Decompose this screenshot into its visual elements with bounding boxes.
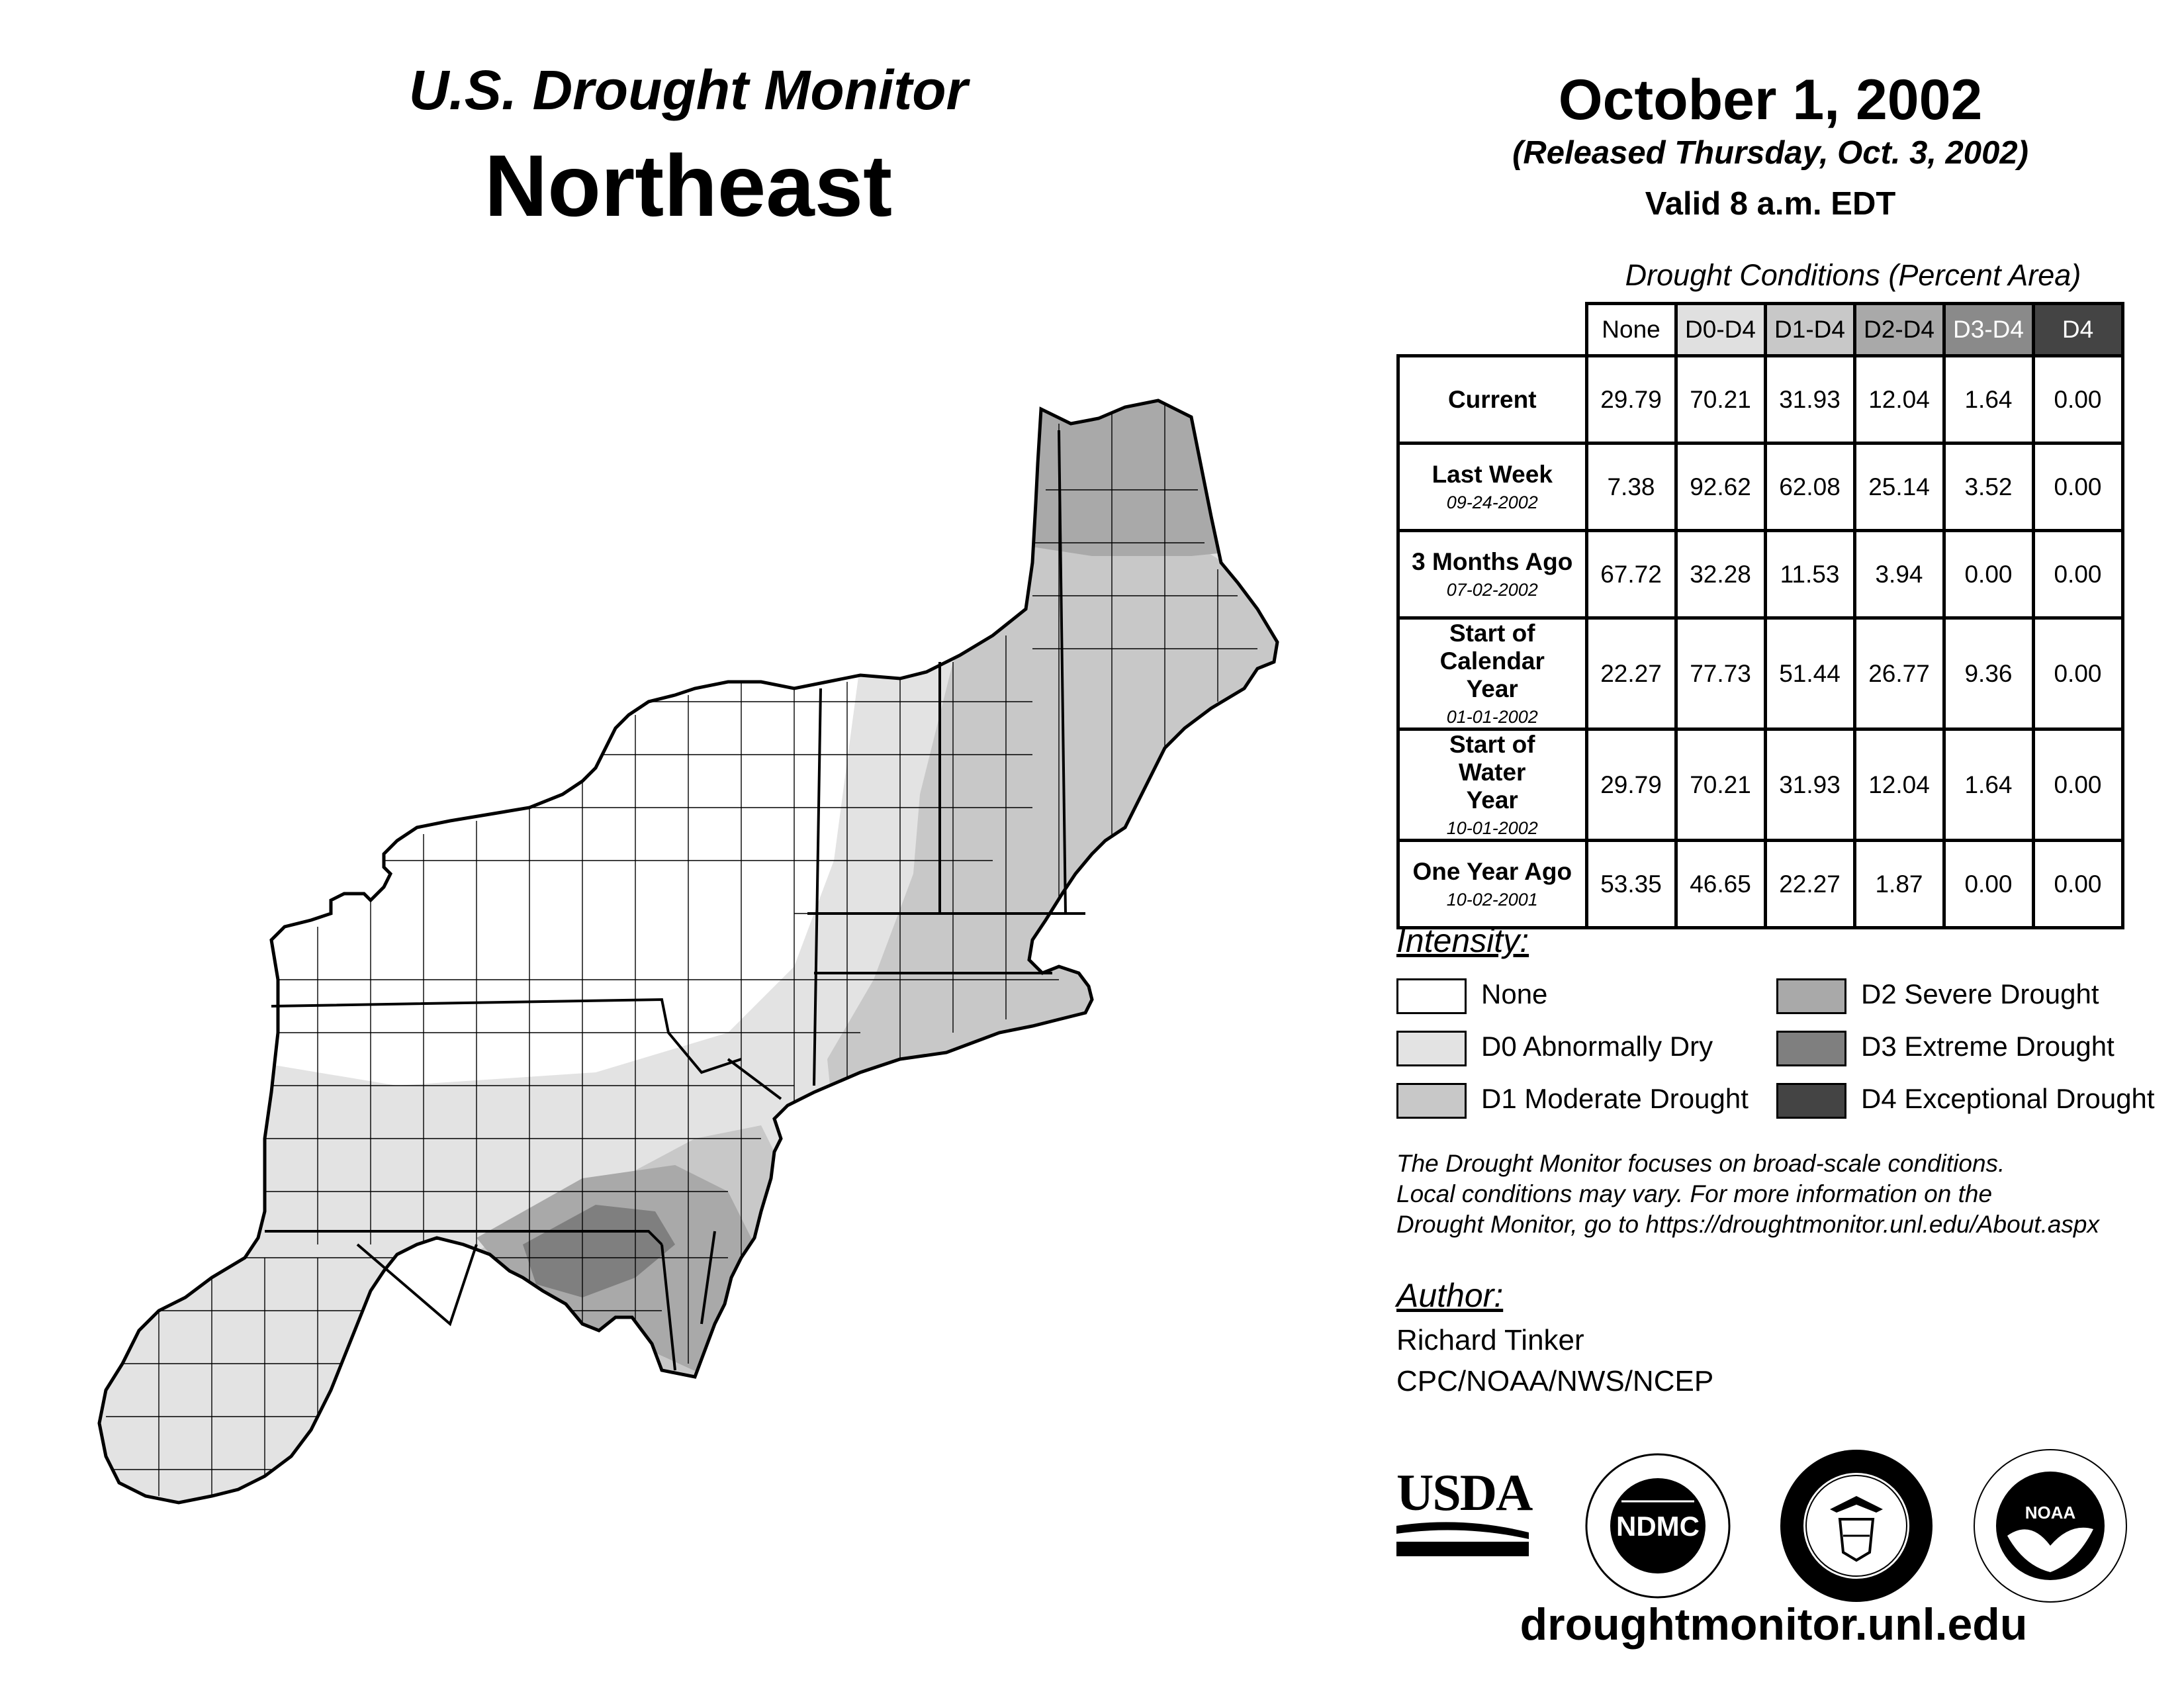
ndmc-logo-text: NDMC [1616,1511,1700,1542]
usda-logo-swoosh [1396,1519,1529,1559]
cell: 32.28 [1676,531,1765,618]
legend-swatch [1776,1083,1846,1119]
row-label [1398,444,1587,531]
website-url[interactable]: droughtmonitor.unl.edu [1520,1599,2028,1650]
cell: 77.73 [1676,618,1765,729]
row-label-text: Last Week [1432,461,1553,488]
author-org: CPC/NOAA/NWS/NCEP [1396,1365,1714,1397]
cell: 92.62 [1676,444,1765,531]
row-date: 10-01-2002 [1446,818,1538,838]
cell: 29.79 [1586,729,1676,841]
legend-label: D4 Exceptional Drought [1861,1083,2155,1114]
cell: 12.04 [1854,356,1944,444]
noaa-seal [1971,1446,2130,1605]
col-header: D0-D4 [1676,304,1765,356]
row-date: 07-02-2002 [1446,580,1538,600]
drought-conditions-table [1396,302,2124,929]
row-date: 09-24-2002 [1446,492,1538,512]
d2-area-north [993,331,1257,556]
legend-swatch [1396,1031,1467,1066]
col-header: D1-D4 [1765,304,1854,356]
ndmc-logo [1582,1450,1734,1602]
table-row [1398,618,2123,729]
cell: 46.65 [1676,841,1765,928]
row-label-text: One Year Ago [1412,858,1572,885]
row-label [1398,618,1587,729]
cell: 62.08 [1765,444,1854,531]
legend-label: None [1481,978,1548,1009]
cell: 0.00 [2033,444,2122,531]
note-line: Drought Monitor, go to https://droughtmonitor.unl.edu/About.aspx [1396,1211,2099,1238]
cell: 1.64 [1944,729,2033,841]
row-date: 10-02-2001 [1446,890,1538,910]
col-header: D2-D4 [1854,304,1944,356]
legend-label: D0 Abnormally Dry [1481,1031,1713,1062]
cell: 1.64 [1944,356,2033,444]
legend-swatch [1396,978,1467,1014]
legend-swatch [1776,978,1846,1014]
release-date: (Released Thursday, Oct. 3, 2002) [1512,135,2028,171]
cell: 53.35 [1586,841,1676,928]
cell: 0.00 [2033,531,2122,618]
cell: 31.93 [1765,729,1854,841]
row-label [1398,841,1587,928]
cell: 31.93 [1765,356,1854,444]
cell: 3.52 [1944,444,2033,531]
map-date: October 1, 2002 [1558,68,1983,132]
legend-label: D1 Moderate Drought [1481,1083,1749,1114]
usda-logo [1396,1466,1535,1566]
cell: 3.94 [1854,531,1944,618]
legend-label: D3 Extreme Drought [1861,1031,2115,1062]
cell: 7.38 [1586,444,1676,531]
cell: 0.00 [2033,618,2122,729]
legend-swatch [1396,1083,1467,1119]
legend-swatch [1776,1031,1846,1066]
region-title: Northeast [484,137,893,234]
cell: 25.14 [1854,444,1944,531]
table-row [1398,531,2123,618]
cell: 0.00 [1944,841,2033,928]
valid-time: Valid 8 a.m. EDT [1645,186,1896,222]
cell: 51.44 [1765,618,1854,729]
table-row [1398,356,2123,444]
note-line: The Drought Monitor focuses on broad-scale conditions. [1396,1150,2005,1177]
supertitle: U.S. Drought Monitor [408,59,968,121]
commerce-logo [1777,1446,1936,1605]
row-label [1398,531,1587,618]
cell: 1.87 [1854,841,1944,928]
cell: 67.72 [1586,531,1676,618]
legend-label: D2 Severe Drought [1861,978,2099,1009]
disclaimer-note [1396,1149,2184,1240]
noaa-logo-text: NOAA [2025,1503,2076,1523]
author-name: Richard Tinker [1396,1324,1584,1356]
note-line: Local conditions may vary. For more information on the [1396,1180,1993,1207]
row-label-text: Start of Water Year [1449,731,1535,814]
col-header: D4 [2033,304,2122,356]
cell: 22.27 [1765,841,1854,928]
row-label [1398,729,1587,841]
cell: 26.77 [1854,618,1944,729]
cell: 12.04 [1854,729,1944,841]
row-label-text: Start of Calendar Year [1439,620,1545,702]
row-label [1398,356,1587,444]
cell: 9.36 [1944,618,2033,729]
col-header: None [1586,304,1676,356]
row-date: 01-01-2002 [1446,707,1538,727]
cell: 22.27 [1586,618,1676,729]
table-caption: Drought Conditions (Percent Area) [1625,258,2081,292]
table-corner [1398,304,1587,356]
cell: 11.53 [1765,531,1854,618]
legend-title: Intensity: [1396,922,1529,959]
author-heading: Author: [1396,1277,1504,1314]
cell: 70.21 [1676,356,1765,444]
col-header: D3-D4 [1944,304,2033,356]
table-row [1398,444,2123,531]
usda-logo-text: USDA [1396,1464,1532,1521]
cell: 0.00 [2033,841,2122,928]
cell: 0.00 [1944,531,2033,618]
table-row [1398,729,2123,841]
row-label-text: 3 Months Ago [1412,548,1573,575]
cell: 70.21 [1676,729,1765,841]
cell: 0.00 [2033,356,2122,444]
cell: 0.00 [2033,729,2122,841]
row-label-text: Current [1447,385,1537,413]
cell: 29.79 [1586,356,1676,444]
table-row [1398,841,2123,928]
commerce-seal [1777,1446,1936,1605]
noaa-logo [1971,1446,2130,1605]
